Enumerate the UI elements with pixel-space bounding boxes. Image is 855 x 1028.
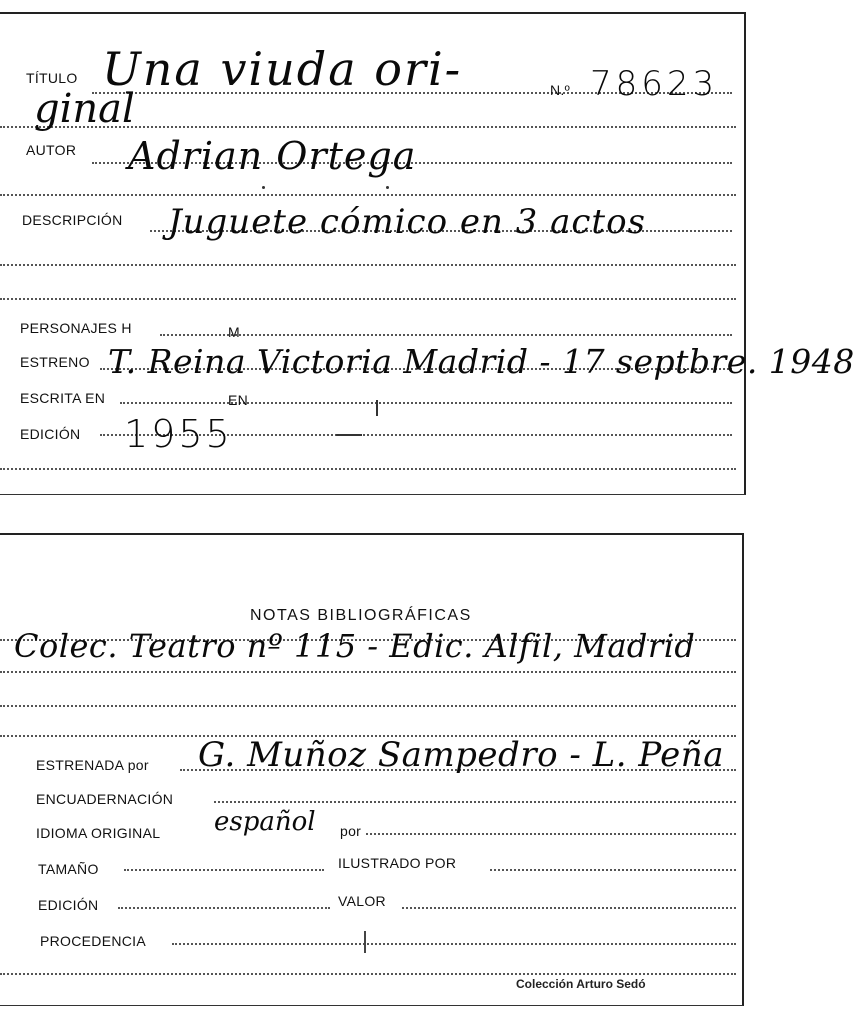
escrita-en-label: ESCRITA EN [20, 390, 106, 406]
estrenada-por-value: G. Muñoz Sampedro - L. Peña [198, 735, 724, 775]
edicion-label-back: EDICIÓN [38, 897, 99, 913]
ink-dot [386, 186, 389, 189]
encuadernacion-label: ENCUADERNACIÓN [36, 791, 174, 807]
valor-label: VALOR [338, 893, 386, 909]
ilustrado-por-label: ILUSTRADO POR [338, 855, 457, 871]
estreno-value: T. Reina Victoria Madrid - 17 septbre. 1948 [108, 342, 855, 381]
ruled-line [0, 298, 736, 300]
ruled-line [172, 943, 736, 945]
ruled-line [120, 402, 732, 404]
estreno-label: ESTRENO [20, 354, 90, 370]
en-label: EN [228, 392, 249, 408]
descripcion-label: DESCRIPCIÓN [22, 212, 123, 228]
ruled-line [214, 801, 736, 803]
idioma-original-value: español [214, 807, 316, 837]
edicion-label: EDICIÓN [20, 426, 81, 442]
autor-label: AUTOR [26, 142, 77, 158]
notas-heading: NOTAS BIBLIOGRÁFICAS [250, 607, 472, 624]
catalog-card-back [0, 533, 744, 1006]
idioma-por-label: por [340, 823, 362, 839]
ruled-line [0, 264, 736, 266]
ruled-line [0, 671, 736, 673]
ruled-line [0, 705, 736, 707]
autor-value: Adrian Ortega [128, 134, 417, 178]
pencil-mark [376, 400, 378, 416]
pencil-mark [364, 931, 366, 953]
edicion-value: 1955 [124, 412, 233, 456]
collection-stamp: Colección Arturo Sedó [516, 977, 646, 991]
titulo-label: TÍTULO [26, 70, 78, 86]
ruled-line [0, 468, 736, 470]
ruled-line [0, 973, 736, 975]
ruled-line [160, 334, 732, 336]
ruled-line [490, 869, 736, 871]
pencil-mark [336, 434, 362, 436]
ruled-line [366, 833, 736, 835]
procedencia-label: PROCEDENCIA [40, 933, 146, 949]
personajes-m-label: M [228, 324, 240, 340]
titulo-value-line1: Una viuda ori- [102, 42, 463, 96]
numero-label: N.º [550, 82, 571, 98]
ruled-line [118, 907, 330, 909]
numero-value: 78623 [590, 64, 719, 104]
descripcion-value: Juguete cómico en 3 actos [168, 202, 647, 242]
catalog-card-front [0, 12, 855, 495]
tamano-label: TAMAÑO [38, 861, 99, 877]
notas-value: Colec. Teatro nº 115 - Edic. Alfil, Madrid [14, 627, 696, 665]
ruled-line [402, 907, 736, 909]
ruled-line [0, 194, 736, 196]
estrenada-por-label: ESTRENADA por [36, 757, 149, 773]
titulo-value-line2: ginal [34, 86, 135, 132]
personajes-label: PERSONAJES H [20, 320, 132, 336]
ink-dot [262, 186, 265, 189]
idioma-original-label: IDIOMA ORIGINAL [36, 825, 161, 841]
ruled-line [124, 869, 324, 871]
